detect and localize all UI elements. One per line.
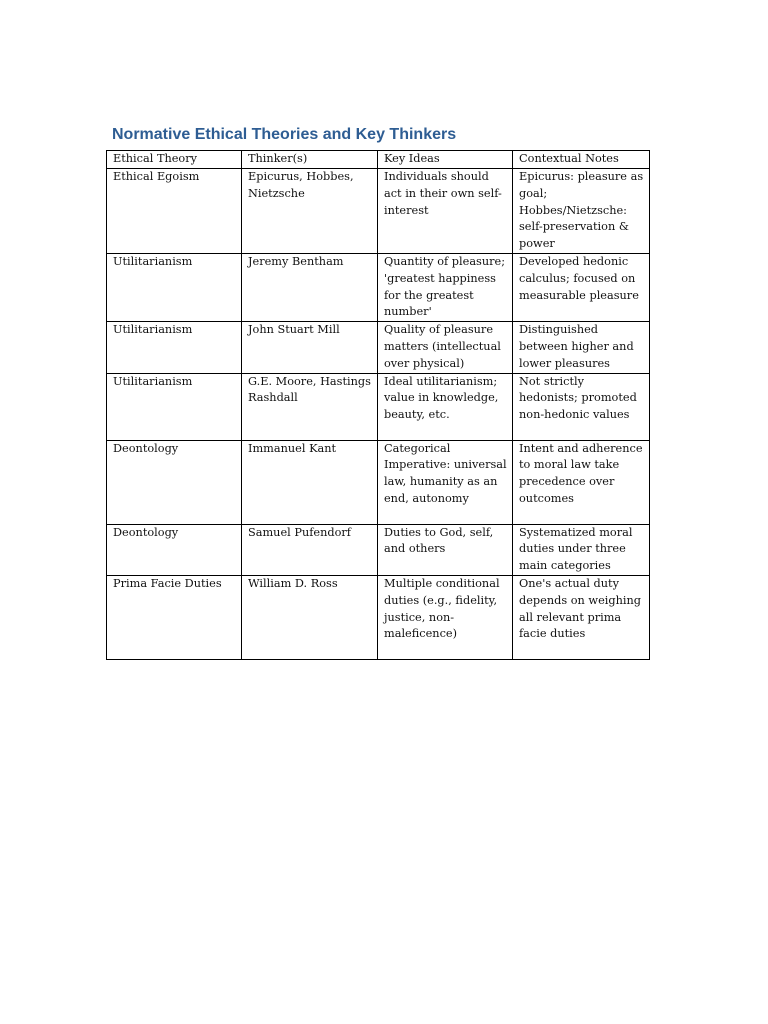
column-header-ethical-theory: Ethical Theory bbox=[107, 151, 242, 169]
cell-key-ideas: Quantity of pleasure; 'greatest happiness for the greatest number' bbox=[378, 253, 513, 321]
column-header-contextual-notes: Contextual Notes bbox=[513, 151, 650, 169]
cell-contextual-notes: Developed hedonic calculus; focused on measurable pleasure bbox=[513, 253, 650, 321]
cell-thinkers: John Stuart Mill bbox=[242, 322, 378, 373]
table-row bbox=[107, 253, 650, 321]
table-row bbox=[107, 524, 650, 575]
page-title: Normative Ethical Theories and Key Thinkers bbox=[112, 126, 457, 143]
cell-key-ideas: Quality of pleasure matters (intellectual over physical) bbox=[378, 322, 513, 373]
cell-key-ideas: Ideal utilitarianism; value in knowledge, beauty, etc. bbox=[378, 373, 513, 440]
cell-contextual-notes: Distinguished between higher and lower pleasures bbox=[513, 322, 650, 373]
cell-thinkers: Samuel Pufendorf bbox=[242, 524, 378, 575]
cell-thinkers: Jeremy Bentham bbox=[242, 253, 378, 321]
cell-key-ideas: Multiple conditional duties (e.g., fidelity, justice, non-maleficence) bbox=[378, 575, 513, 659]
cell-key-ideas: Categorical Imperative: universal law, humanity as an end, autonomy bbox=[378, 440, 513, 524]
table-row bbox=[107, 575, 650, 659]
cell-contextual-notes: Epicurus: pleasure as goal; Hobbes/Nietzsche: self-preservation & power bbox=[513, 169, 650, 254]
cell-ethical-theory: Prima Facie Duties bbox=[107, 575, 242, 659]
cell-thinkers: Immanuel Kant bbox=[242, 440, 378, 524]
table-row bbox=[107, 373, 650, 440]
cell-contextual-notes: One's actual duty depends on weighing all relevant prima facie duties bbox=[513, 575, 650, 659]
table-row bbox=[107, 440, 650, 524]
cell-ethical-theory: Deontology bbox=[107, 440, 242, 524]
table-row bbox=[107, 322, 650, 373]
cell-ethical-theory: Utilitarianism bbox=[107, 373, 242, 440]
cell-key-ideas: Individuals should act in their own self-interest bbox=[378, 169, 513, 254]
cell-contextual-notes: Not strictly hedonists; promoted non-hedonic values bbox=[513, 373, 650, 440]
cell-contextual-notes: Systematized moral duties under three main categories bbox=[513, 524, 650, 575]
column-header-key-ideas: Key Ideas bbox=[378, 151, 513, 169]
cell-thinkers: Epicurus, Hobbes, Nietzsche bbox=[242, 169, 378, 254]
table-row bbox=[107, 169, 650, 254]
cell-ethical-theory: Ethical Egoism bbox=[107, 169, 242, 254]
cell-thinkers: G.E. Moore, Hastings Rashdall bbox=[242, 373, 378, 440]
ethics-table bbox=[106, 150, 650, 660]
cell-ethical-theory: Utilitarianism bbox=[107, 253, 242, 321]
table-header-row bbox=[107, 151, 650, 169]
cell-ethical-theory: Deontology bbox=[107, 524, 242, 575]
cell-key-ideas: Duties to God, self, and others bbox=[378, 524, 513, 575]
column-header-thinkers: Thinker(s) bbox=[242, 151, 378, 169]
cell-thinkers: William D. Ross bbox=[242, 575, 378, 659]
cell-contextual-notes: Intent and adherence to moral law take precedence over outcomes bbox=[513, 440, 650, 524]
cell-ethical-theory: Utilitarianism bbox=[107, 322, 242, 373]
